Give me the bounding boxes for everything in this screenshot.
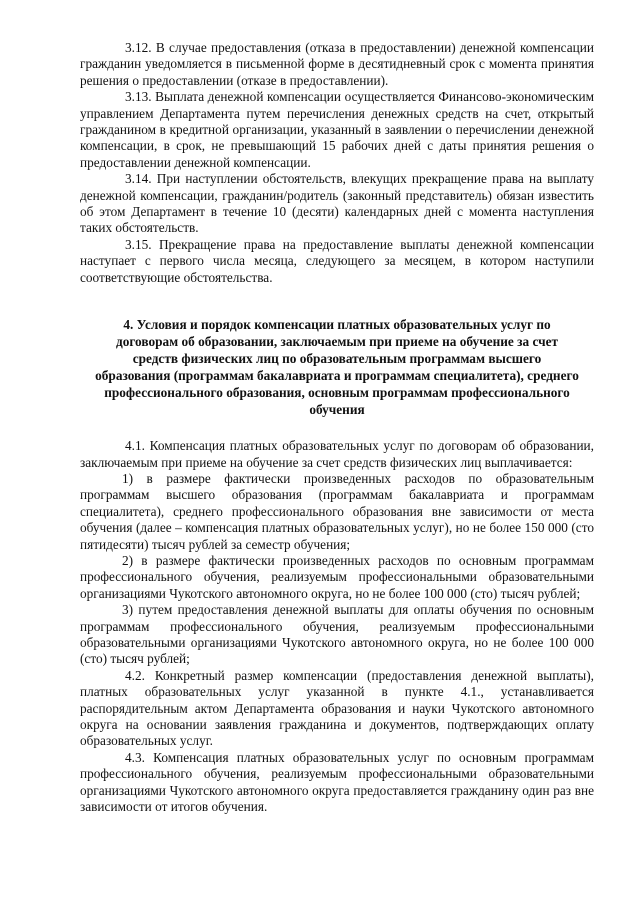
heading-spacer	[80, 418, 594, 438]
list-item-3: 3) путем предоставления денежной выплаты для оплаты обучения по основным программам профессионального обучения, реализуемым профессиональными образовательными организациями Чукотского автономного округа, но не более 100 000 (сто) тысяч рублей;	[80, 602, 594, 667]
document-page	[80, 40, 594, 815]
paragraph-4-3: 4.3. Компенсация платных образовательных услуг по основным программам профессионального обучения, реализуемым профессиональными образовательными организациями Чукотского автономного округа предоставляется гражданину один раз вне зависимости от итогов обучения.	[80, 749, 594, 815]
list-item-2: 2) в размере фактически произведенных расходов по основным программам профессионального обучения, реализуемым профессиональными образовательными организациями Чукотского автономного округа, но не более 100 000 (сто) тысяч рублей;	[80, 552, 594, 601]
paragraph-4-2: 4.2. Конкретный размер компенсации (предоставления денежной выплаты), платных образовательных услуг указанной в пункте 4.1., устанавливается распорядительным актом Департамента образования и науки Чукотского автономного округа на основании заявления гражданина и документов, подтверждающих оплату образовательных услуг.	[80, 667, 594, 749]
paragraph-3-14: 3.14. При наступлении обстоятельств, влекущих прекращение права на выплату денежной компенсации, гражданин/родитель (законный представитель) обязан известить об этом Департамент в течение 10 (десяти) календарных дней с момента наступления таких обстоятельств.	[80, 171, 594, 236]
paragraph-3-13: 3.13. Выплата денежной компенсации осуществляется Финансово-экономическим управлением Департамента путем перечисления денежных средств на счет, открытый гражданином в кредитной организации, указанный в заявлении о перечислении денежной компенсации, в срок, не превышающий 15 рабочих дней с даты принятия решения о предоставлении денежной компенсации.	[80, 89, 594, 170]
list-item-1: 1) в размере фактически произведенных расходов по образовательным программам высшего образования (программам бакалавриата и программам специалитета), среднего профессионального образования вне зависимости от места обучения (далее – компенсация платных образовательных услуг), но не более 150 000 (сто пятидесяти) тысяч рублей за семестр обучения;	[80, 470, 594, 552]
section-4-heading: 4. Условия и порядок компенсации платных образовательных услуг по договорам об образовании, заключаемым при приеме на обучение за счет средств физических лиц по образовательным программам высшего образования (программам бакалавриата и программам специалитета), среднего профессионального образования, основным программам профессионального обучения	[95, 317, 579, 418]
section-spacer	[80, 286, 594, 316]
paragraph-3-12: 3.12. В случае предоставления (отказа в предоставлении) денежной компенсации гражданин уведомляется в письменной форме в десятидневный срок с момента принятия решения о предоставлении (отказе в предоставлении).	[80, 40, 594, 88]
paragraph-4-1: 4.1. Компенсация платных образовательных услуг по договорам об образовании, заключаемым при приеме на обучение за счет средств физических лиц выплачивается:	[80, 438, 594, 470]
paragraph-3-15: 3.15. Прекращение права на предоставление выплаты денежной компенсации наступает с первого числа месяца, следующего за месяцем, в котором наступили соответствующие обстоятельства.	[80, 236, 594, 285]
